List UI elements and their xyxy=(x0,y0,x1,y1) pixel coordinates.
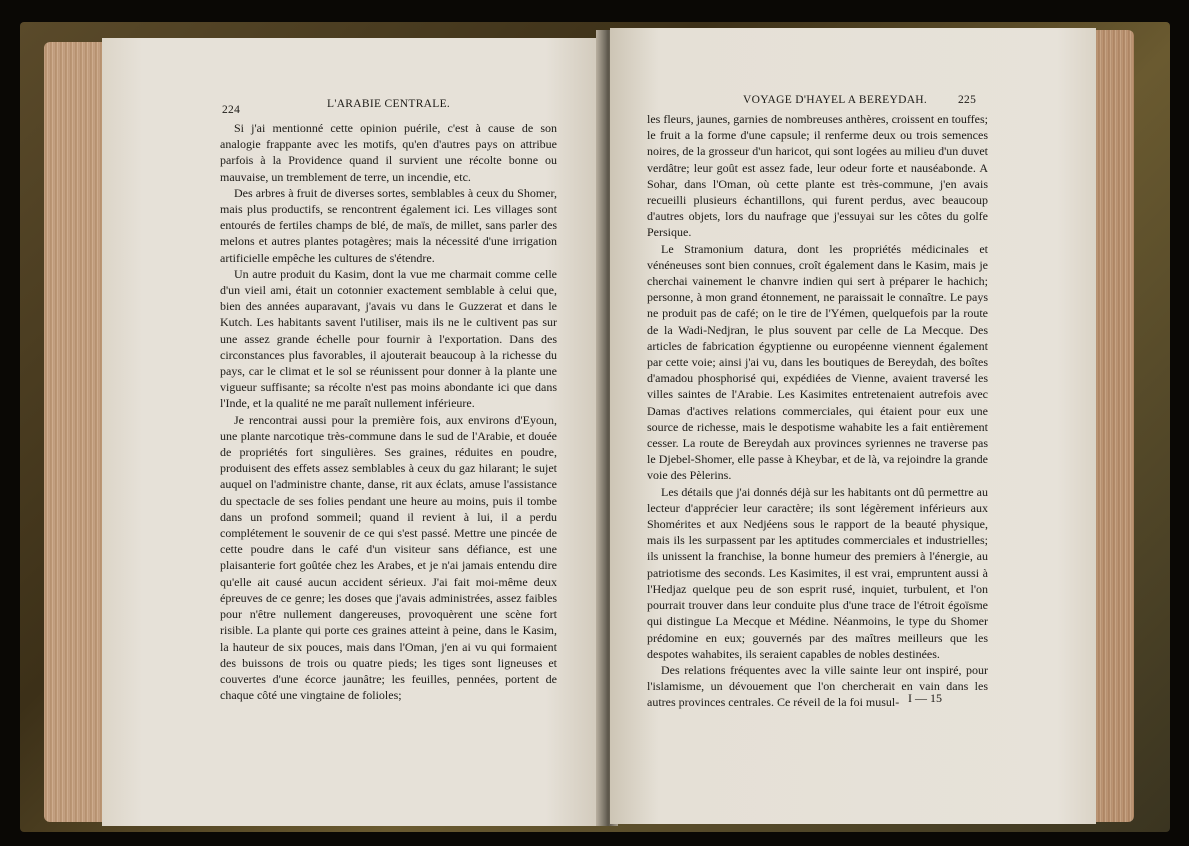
paragraph: les fleurs, jaunes, garnies de nombreuses anthères, croissent en touffes; le fruit a la forme d'une capsule; il renferme deux ou trois semences noires, de la grosseur d'un haricot, qui sont logées au milieu d'un duvet verdâtre; leur goût est assez fade, leur odeur forte et nauséabonde. A Sohar, dans l'Oman, où cette plante est très-commune, j'en avais recueilli plusieurs échantillons, qui furent perdus, avec beaucoup d'autres objets, lors du naufrage que j'essuyai sur les côtes du golfe Persique. xyxy=(647,112,989,240)
left-page-edges xyxy=(44,42,106,822)
paragraph: Un autre produit du Kasim, dont la vue me charmait comme celle d'un vieil ami, était un cotonnier exactement semblable à celui que, bien des années auparavant, j'avais vu dans le Guzzerat et dans le Kutch. Les habitants savent l'utiliser, mais ils ne le cultivent pas sur une assez grande échelle pour fournir à l'exportation. Dans des circonstances plus favorables, il ajouterait beaucoup à la richesse du pays, car le climat et le sol se réunissent pour donner à la plante une vigueur suffisante; sa récolte n'est pas moins abondante ici que dans l'Inde, et la qualité ne me paraît nullement inférieure. xyxy=(220,266,557,411)
signature-mark: I — 15 xyxy=(908,691,942,705)
right-page xyxy=(610,28,1096,824)
paragraph: Je rencontrai aussi pour la première fois, aux environs d'Eyoun, une plante narcotique très-commune dans le sud de l'Arabie, et douée de propriétés fort singulières. Ses graines, réduites en poudre, produisent des effets assez semblables à ceux du gaz hilarant; le sujet auquel on l'administre chante, danse, rit aux éclats, amuse l'assistance du spectacle de ses folies pendant une heure au moins, puis il tombe dans un profond sommeil; quand il revient à lui, il a perdu complétement le souvenir de ce qui s'est passé. Mettre une pincée de cette poudre dans le café d'un visiteur sans défiance, est une plaisanterie fort goûtée chez les Arabes, et je n'ai jamais entendu dire qu'elle ait causé aucun accident sérieux. J'ai fait moi-même deux épreuves de ce genre; les doses que j'avais administrées, assez faibles pour n'être nullement dangereuses, provoquèrent une scène fort risible. La plante qui porte ces graines atteint à peine, dans le Kasim, la hauteur de six pouces, mais dans l'Oman, j'en ai vu qui formaient des buissons de trois ou quatre pieds; les tiges sont ligneuses et couvertes d'une écorce jaunâtre; les feuilles, pennées, portent de chaque côté une vingtaine de folioles; xyxy=(220,412,557,703)
paragraph: Les détails que j'ai donnés déjà sur les habitants ont dû permettre au lecteur d'apprécier leur caractère; ils sont légèrement inférieurs aux Shomérites et aux Nedjéens sous le rapport de la beauté physique, mais ils les surpassent par les aptitudes commerciales et industrielles; ils unissent la franchise, la bonne humeur des premiers à l'énergie, au patriotisme des seconds. Les Kasimites, il est vrai, empruntent aussi à l'Hedjaz quelque peu de son esprit rusé, inquiet, turbulent, et l'on pourrait trouver dans leur conduite plus d'une trace de l'étroit égoïsme qui distingue La Mecque et Médine. Néanmoins, le type du Shomer prédomine en eux; gouvernés par des maîtres meilleurs que les despotes wahabites, ils seraient capables de nobles destinées. xyxy=(647,484,988,661)
paragraph: Des relations fréquentes avec la ville sainte leur ont inspiré, pour l'islamisme, un dévouement que l'on chercherait en vain dans les autres provinces centrales. Ce réveil de la foi musul- xyxy=(647,662,988,710)
paragraph: Des arbres à fruit de diverses sortes, semblables à ceux du Shomer, mais plus productifs, se rencontrent également ici. Les villages sont entourés de fertiles champs de blé, de maïs, de millet, sans parler des melons et autres plantes potagères; mais la nécessité d'une irrigation artificielle empêche les cultures de s'étendre. xyxy=(220,185,557,265)
left-page-body xyxy=(220,120,557,703)
right-page-number: 225 xyxy=(958,94,977,106)
paragraph: Si j'ai mentionné cette opinion puérile, c'est à cause de son analogie frappante avec les motifs, qu'en d'autres pays on attribue parfois à la Providence quand il survient une récolte bonne ou mauvaise, un tremblement de terre, un incendie, etc. xyxy=(220,121,557,184)
left-page xyxy=(102,38,606,826)
right-running-title: VOYAGE D'HAYEL A BEREYDAH. xyxy=(743,94,928,106)
left-page-number: 224 xyxy=(222,104,241,116)
left-running-title: L'ARABIE CENTRALE. xyxy=(327,98,451,110)
right-page-edges xyxy=(1092,30,1134,822)
paragraph: Le Stramonium datura, dont les propriétés médicinales et vénéneuses sont bien connues, croît également dans le Kasim, mais je cherchai vainement le chanvre indien qui sert à préparer le hachich; personne, à mon grand étonnement, ne paraissait le connaître. Le pays ne produit pas de café; on le tire de l'Yémen, quelquefois par la route de la Wadi-Nedjran, le plus souvent par celle de La Mecque. Des articles de fabrication égyptienne ou européenne viennent également par cette voie; ainsi j'ai vu, dans les boutiques de Bereydah, des boîtes d'amadou phosphorisé qui, expédiées de Vienne, avaient traversé les villes saintes de l'Arabie. Les Kasimites entretenaient autrefois avec Damas d'actives relations commerciales, qui étaient pour eux une source de richesse, mais le despotisme wahabite les a fait entièrement cesser. La route de Bereydah aux provinces syriennes ne traverse pas le Djebel-Shomer, elle passe à Kheybar, et de là, va rejoindre la grande voie des Pèlerins. xyxy=(647,241,988,483)
right-page-body xyxy=(647,111,988,711)
